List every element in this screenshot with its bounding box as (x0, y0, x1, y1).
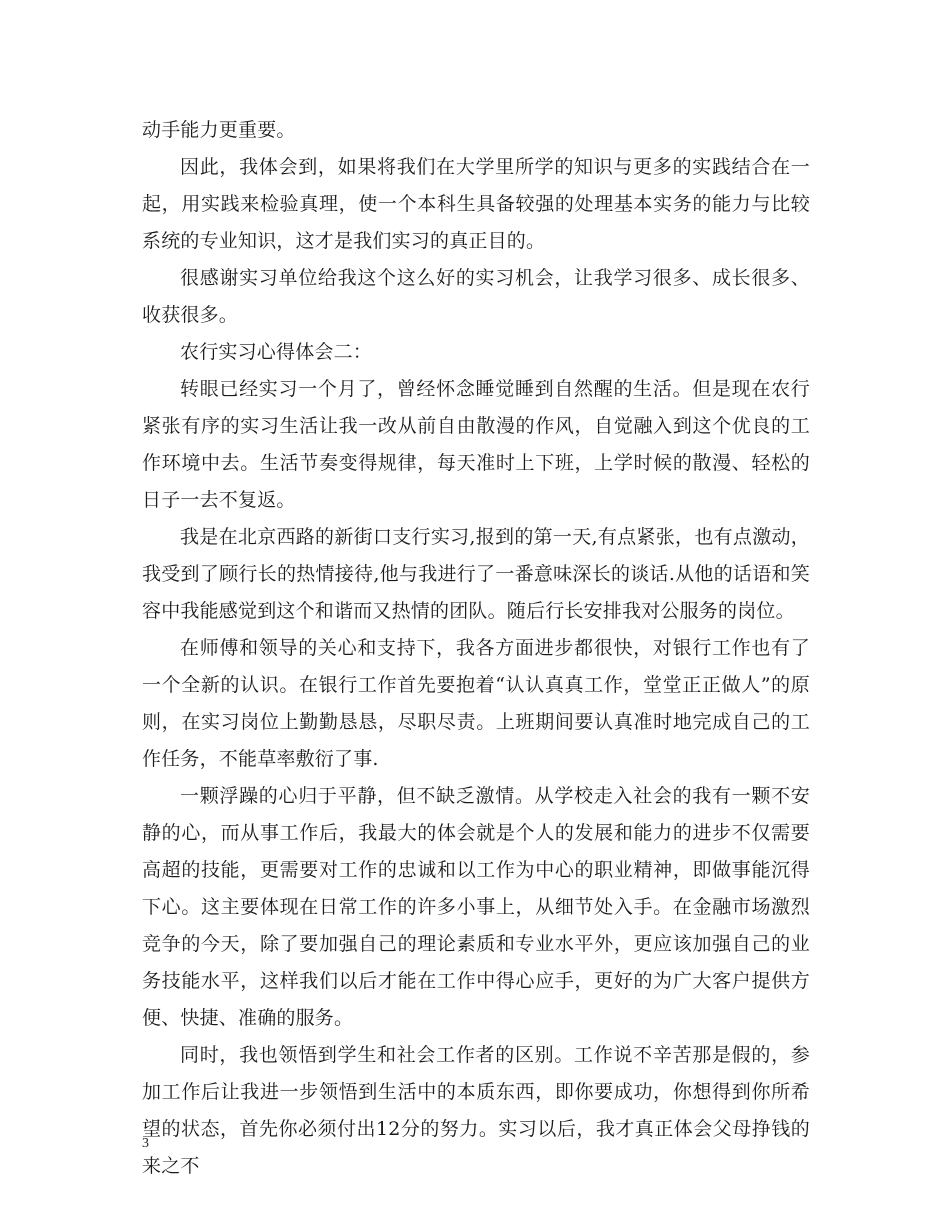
section-heading: 农行实习心得体会二： (180, 341, 373, 363)
paragraph: 很感谢实习单位给我这个这么好的实习机会，让我学习很多、成长很多、收获很多。 (142, 267, 810, 326)
paragraph: 我是在北京西路的新街口支行实习,报到的第一天,有点紧张，也有点激动，我受到了顾行长的热情接待,他与我进行了一番意味深长的谈话.从他的话语和笑容中我能感觉到这个和谐而又热情的团队。随后行长安排我对公服务的岗位。 (142, 526, 810, 622)
paragraph: 在师傅和领导的关心和支持下，我各方面进步都很快，对银行工作也有了一个全新的认识。在银行工作首先要抱着“认认真真工作，堂堂正正做人”的原则，在实习岗位上勤勤恳恳，尽职尽责。上班期间要认真准时地完成自己的工作任务，不能草率敷衍了事. (142, 637, 810, 770)
paragraph: 因此，我体会到，如果将我们在大学里所学的知识与更多的实践结合在一起，用实践来检验真理，使一个本科生具备较强的处理基本实务的能力与比较系统的专业知识，这才是我们实习的真正目的。 (142, 156, 810, 252)
page-number: 3 (142, 1136, 149, 1151)
paragraph: 同时，我也领悟到学生和社会工作者的区别。工作说不辛苦那是假的，参加工作后让我进一步领悟到生活中的本质东西，即你要成功，你想得到你所希望的状态，首先你必须付出12分的努力。实习以后，我才真正体会父母挣钱的来之不 (142, 1044, 810, 1177)
paragraph: 动手能力更重要。 (142, 119, 296, 141)
paragraph: 转眼已经实习一个月了，曾经怀念睡觉睡到自然醒的生活。但是现在农行紧张有序的实习生活让我一改从前自由散漫的作风，自觉融入到这个优良的工作环境中去。生活节奏变得规律，每天准时上下班，上学时候的散漫、轻松的日子一去不复返。 (142, 378, 810, 511)
document-body (142, 112, 810, 1185)
paragraph: 一颗浮躁的心归于平静，但不缺乏激情。从学校走入社会的我有一颗不安静的心，而从事工作后，我最大的体会就是个人的发展和能力的进步不仅需要高超的技能，更需要对工作的忠诚和以工作为中心的职业精神，即做事能沉得下心。这主要体现在日常工作的许多小事上，从细节处入手。在金融市场激烈竞争的今天，除了要加强自己的理论素质和专业水平外，更应该加强自己的业务技能水平，这样我们以后才能在工作中得心应手，更好的为广大客户提供方便、快捷、准确的服务。 (142, 785, 810, 1029)
